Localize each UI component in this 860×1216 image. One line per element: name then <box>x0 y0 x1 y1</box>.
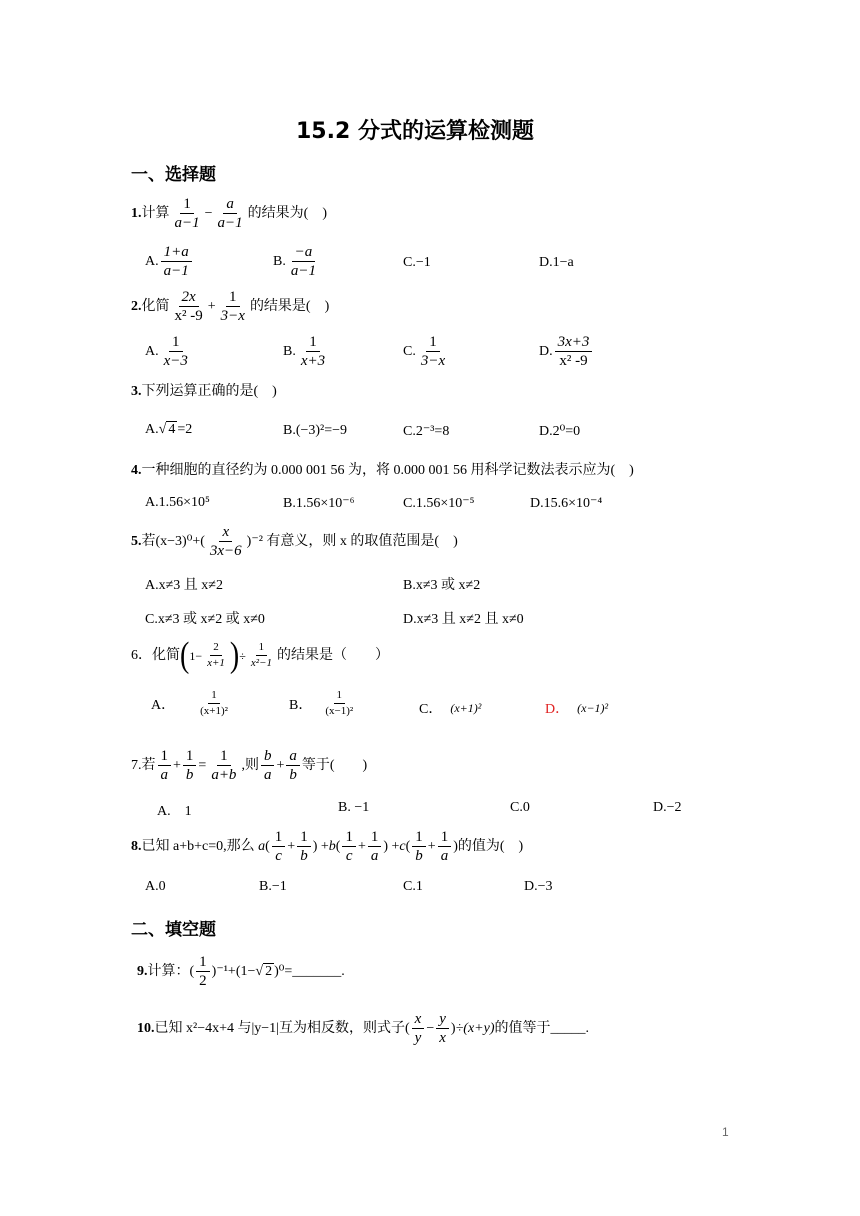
option-a: A. $\frac{1}{x-3}$ <box>145 334 188 369</box>
option-a: A. √ 4 =2 <box>145 421 193 437</box>
question-lead: 7.若 <box>131 757 156 773</box>
option-b: B. $\frac{-a}{a-1}$ <box>273 244 316 279</box>
option-a: A.1.56×10⁵ <box>145 495 210 510</box>
option-c: C.x≠3 或 x≠2 或 x≠0 <box>145 612 265 627</box>
question-lead: 已知 x²−4x+4 与|y−1|互为相反数，则式子 <box>154 1020 405 1036</box>
fraction: $\frac{1}{\text{x²−1}}$ <box>250 641 272 669</box>
operator: ÷ <box>239 648 246 663</box>
option-d: D. $\frac{3x+3}{\text{x² -9}}$ <box>539 333 594 370</box>
option-b: B. −1 <box>338 800 370 815</box>
question-tail: )⁰=_______. <box>274 963 345 979</box>
sqrt-symbol: √ 2 <box>255 963 273 979</box>
option-c: C.2⁻³=8 <box>403 424 450 439</box>
question-lead: 计算：( <box>147 963 195 979</box>
fraction: $\frac{a}{a-1}$ <box>217 196 243 231</box>
question-number: 10. <box>137 1020 155 1036</box>
option-d: D． (x−1)² <box>545 700 609 717</box>
question-number: 2. <box>131 298 142 314</box>
question-9: 9. 计算：( $\frac{1}{2}$ )⁻¹+(1− √ 2 )⁰=_______. <box>137 954 345 989</box>
question-number: 5. <box>131 533 142 549</box>
question-lead: 若(x−3)⁰+( <box>141 533 205 549</box>
question-tail: 的结果是( ) <box>249 298 330 314</box>
option-d: D.15.6×10⁻⁴ <box>530 496 603 511</box>
option-d: D.x≠3 且 x≠2 且 x≠0 <box>403 612 524 627</box>
question-lead: 已知 a+b+c=0,那么 <box>141 838 255 854</box>
question-lead: 6．化简 <box>131 647 180 663</box>
question-tail: 的结果是（ ） <box>276 647 389 663</box>
question-10: 10. 已知 x²−4x+4 与|y−1|互为相反数，则式子 ( $\frac{x}{y}$ − $\frac{y}{x}$ ) ÷(x+y) 的值等于_____. <box>137 1011 589 1046</box>
fraction: $\frac{1}{3-x}$ <box>220 289 245 324</box>
option-c: C.1 <box>403 879 423 894</box>
question-number: 3. <box>131 384 142 399</box>
option-b: B. $\frac{1}{x+3}$ <box>283 334 326 369</box>
option-a: A.0 <box>145 879 166 894</box>
option-a: A.x≠3 且 x≠2 <box>145 578 223 593</box>
option-a: A. $\frac{1+a}{a-1}$ <box>145 243 194 280</box>
fraction: $\frac{2}{x+1}$ <box>207 641 225 669</box>
question-3 <box>131 381 277 403</box>
option-b: B． $\frac{1}{\text{(x−1)²}}$ <box>289 689 354 717</box>
question-number: 8. <box>131 838 142 854</box>
option-a: A． $\frac{1}{\text{(x+1)²}}$ <box>151 689 228 717</box>
option-d: D.−2 <box>653 800 682 815</box>
question-tail: 的值为( ) <box>457 838 524 854</box>
option-b: B.1.56×10⁻⁶ <box>283 496 355 511</box>
option-b: B.(−3)²=−9 <box>283 423 348 438</box>
sqrt-symbol: √ 4 <box>158 421 176 437</box>
question-6: 6．化简 ( 1− $\frac{2}{x+1}$ ) ÷ $\frac{1}{\text{x²−1}}$ 的结果是（ ） <box>131 634 389 675</box>
question-8: 8. 已知 a+b+c=0,那么 a ( $\frac{1}{c}$ + $\frac{1}{b}$ ) + b ( $\frac{1}{c}$ + $\frac{1}{a}$ ) + c ( $\frac{1}{b}$ + $\frac{1}{a}$ ) 的值为( ) <box>131 829 524 864</box>
question-2 <box>131 288 329 325</box>
option-b: B.−1 <box>259 879 287 894</box>
fraction: $\frac{x}{3x-6}$ <box>209 524 242 559</box>
fraction: $\frac{2x}{\text{x² -9}}$ <box>174 289 203 324</box>
question-number: 1. <box>131 205 142 221</box>
option-c: C.1.56×10⁻⁵ <box>403 496 475 511</box>
page-title: 15.2 分式的运算检测题 <box>296 119 534 144</box>
question-text: 下列运算正确的是( ) <box>141 384 277 399</box>
section-heading-fill: 二、填空题 <box>131 920 216 940</box>
question-number: 4. <box>131 463 142 478</box>
question-tail: 的值等于_____. <box>494 1020 589 1036</box>
option-b: B.x≠3 或 x≠2 <box>403 578 481 593</box>
question-tail: 等于( ) <box>301 757 368 773</box>
operator: − <box>204 205 213 221</box>
question-tail: )⁻² 有意义，则 x 的取值范围是( ) <box>246 533 458 549</box>
option-c: C.0 <box>510 800 530 815</box>
operator: + <box>207 298 216 314</box>
question-lead: 计算 <box>141 205 170 221</box>
question-text: 一种细胞的直径约为 0.000 001 56 为，将 0.000 001 56 用科学记数法表示应为( ) <box>141 463 634 478</box>
question-7: 7.若 $\frac{1}{a}$ + $\frac{1}{b}$ = $\frac{1}{a+b}$ ,则 $\frac{b}{a}$ + $\frac{a}{b}$ 等于( ) <box>131 748 368 783</box>
option-a: A. 1 <box>157 804 192 819</box>
question-tail: 的结果为( ) <box>247 205 327 221</box>
question-1 <box>131 195 327 232</box>
question-4 <box>131 460 634 482</box>
fraction: $\frac{1}{a-1}$ <box>174 196 200 231</box>
option-c: C． (x+1)² <box>419 700 482 717</box>
option-d: D.2⁰=0 <box>539 424 581 439</box>
question-lead: 化简 <box>141 298 170 314</box>
page-number: 1 <box>722 1125 729 1139</box>
option-d: D.1−a <box>539 255 574 270</box>
option-c: C.−1 <box>403 255 431 270</box>
question-number: 9. <box>137 963 148 979</box>
question-5 <box>131 523 458 560</box>
option-d: D.−3 <box>524 879 553 894</box>
section-heading-choice: 一、选择题 <box>131 165 216 185</box>
option-c: C. $\frac{1}{3-x}$ <box>403 334 446 369</box>
